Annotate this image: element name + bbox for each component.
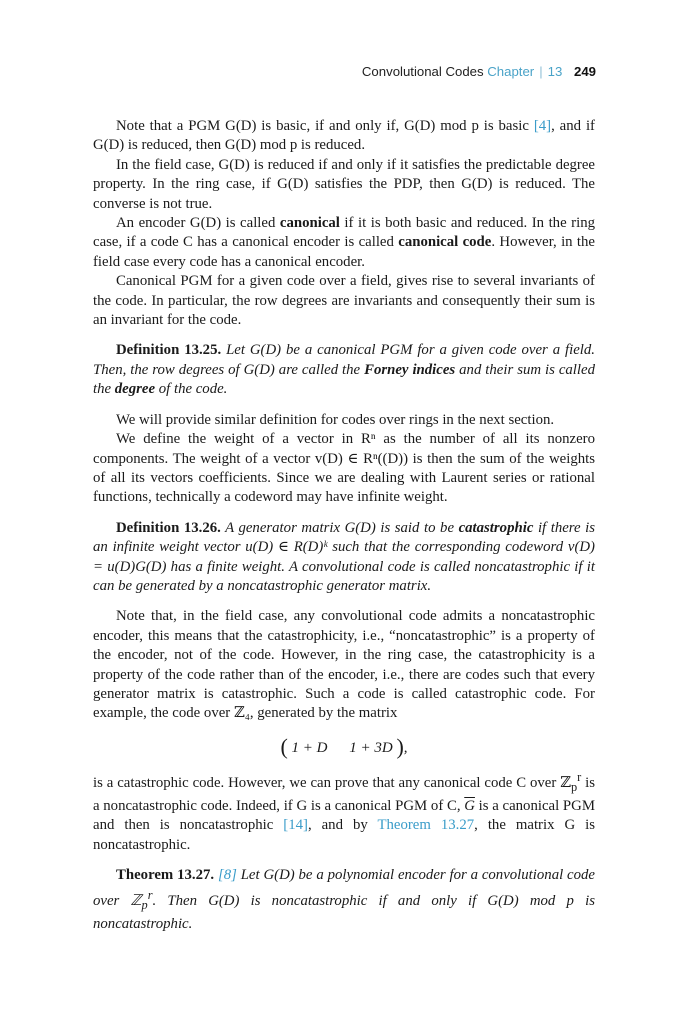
paragraph-basic-pgm xyxy=(93,117,595,156)
text: is a catastrophic code. However, we can prove that any canonical code C over ℤ xyxy=(93,774,571,791)
citation-link[interactable]: [4] xyxy=(533,118,552,134)
matrix-left-paren: ( xyxy=(280,733,288,759)
text: if there is an infinite weight vector u(D) ∈ R(D)ᵏ such that the corresponding codeword v(D) = u(D)G(D) has a finite weight. A convolutional code is called noncatastrophic if it can be generated by a noncatastrophic generator matrix. xyxy=(93,519,595,594)
term-catastrophic: catastrophic xyxy=(458,519,534,536)
text: Let G(D) be a canonical PGM for a given code over a field. Then, the row degrees of G(D) are called the xyxy=(93,342,595,378)
generator-matrix xyxy=(93,734,595,760)
paragraph-field-case: In the field case, G(D) is reduced if and only if it satisfies the predictable degree property. In the ring case, if G(D) satisfies the PDP, then G(D) is reduced. The converse is not true. xyxy=(93,156,595,212)
paragraph-invariants: Canonical PGM for a given code over a field, gives rise to several invariants of the code. In particular, the row degrees are invariants and consequently their sum is an invariant for the code. xyxy=(93,273,595,329)
text: , the matrix G is noncatastrophic. xyxy=(93,817,595,853)
text: An encoder G(D) is called xyxy=(116,215,280,232)
text: , and if G(D) is reduced, then G(D) mod p is reduced. xyxy=(93,118,595,154)
term-forney-indices: Forney indices xyxy=(364,361,456,378)
g-bar: $\overline{G}$ xyxy=(464,798,475,815)
matrix-entry-1: 1 + D xyxy=(291,739,328,756)
matrix-right-paren: ) xyxy=(396,733,404,759)
text: . Then G(D) is noncatastrophic if and only if G(D) mod p is noncatastrophic. xyxy=(93,892,595,932)
paragraph-similar-definition: We will provide similar definition for codes over rings in the next section. xyxy=(116,411,555,428)
page-number: 249 xyxy=(573,64,596,79)
text: of the code. xyxy=(155,381,228,398)
header-section-title: Convolutional Codes xyxy=(361,64,484,79)
definition-13-26 xyxy=(93,519,595,597)
running-header xyxy=(362,64,596,79)
matrix-entry-2: 1 + 3D xyxy=(349,739,393,756)
text: Let G(D) be a polynomial encoder for a convolutional code over ℤ xyxy=(93,867,595,909)
theorem-reference-link[interactable]: Theorem 13.27 xyxy=(377,817,475,834)
definition-label: Definition 13.25. xyxy=(116,342,222,359)
header-separator: | xyxy=(539,64,543,79)
theorem-label: Theorem 13.27. xyxy=(116,867,215,884)
term-degree: degree xyxy=(114,381,156,398)
subscript-p: p xyxy=(141,897,148,912)
paragraph-canonical-noncatastrophic xyxy=(93,768,595,856)
matrix-trailing-comma: , xyxy=(403,739,408,756)
citation-link[interactable]: [8] xyxy=(217,867,237,884)
theorem-13-27 xyxy=(93,866,595,934)
text: if it is both basic and reduced. In the ring case, if a code C has a canonical encoder is called xyxy=(93,215,595,251)
superscript-r: r xyxy=(577,769,582,784)
term-canonical-code: canonical code xyxy=(398,234,492,251)
subscript-p: p xyxy=(570,779,578,794)
paragraph-weight: We define the weight of a vector in Rⁿ as the number of all its nonzero components. The weight of a vector v(D) ∈ Rⁿ((D)) is then the sum of the weights of all its vectors coefficients. Since we are dealing with Laurent series or rational functions, technically a codeword may have infinite weight. xyxy=(93,431,595,506)
term-canonical: canonical xyxy=(279,215,340,232)
text: is a noncatastrophic code. Indeed, if G is a canonical PGM of C, xyxy=(93,774,595,815)
text: is a canonical PGM and then is noncatastrophic xyxy=(93,798,595,834)
definition-13-25 xyxy=(93,341,595,399)
page-body xyxy=(93,117,595,934)
text: and their sum is called the xyxy=(93,361,595,398)
text: , and by xyxy=(307,817,378,834)
paragraph-canonical-encoder xyxy=(93,214,595,272)
paragraph-catastrophicity: Note that, in the field case, any convolutional code admits a noncatastrophic encoder, this means that the catastrophicity, i.e., “noncatastrophic” is a property of the encoder, not of the code. However, in the ring case, the catastrophicity is a property of the code rather than of the encoder, i.e., there are codes such that every generator matrix is catastrophic. Such a code is called catastrophic code. For example, the code over ℤ₄, generated by the matrix xyxy=(93,608,595,722)
definition-label: Definition 13.26. xyxy=(116,519,221,536)
header-chapter-label: Chapter xyxy=(487,64,535,79)
header-chapter-number: 13 xyxy=(547,64,563,79)
text: A generator matrix G(D) is said to be xyxy=(220,519,459,536)
text: Note that a PGM G(D) is basic, if and only if, G(D) mod p is basic xyxy=(116,118,534,134)
superscript-r: r xyxy=(147,887,153,902)
text: . However, in the field case every code has a canonical encoder. xyxy=(93,234,595,270)
citation-link[interactable]: [14] xyxy=(283,817,308,834)
